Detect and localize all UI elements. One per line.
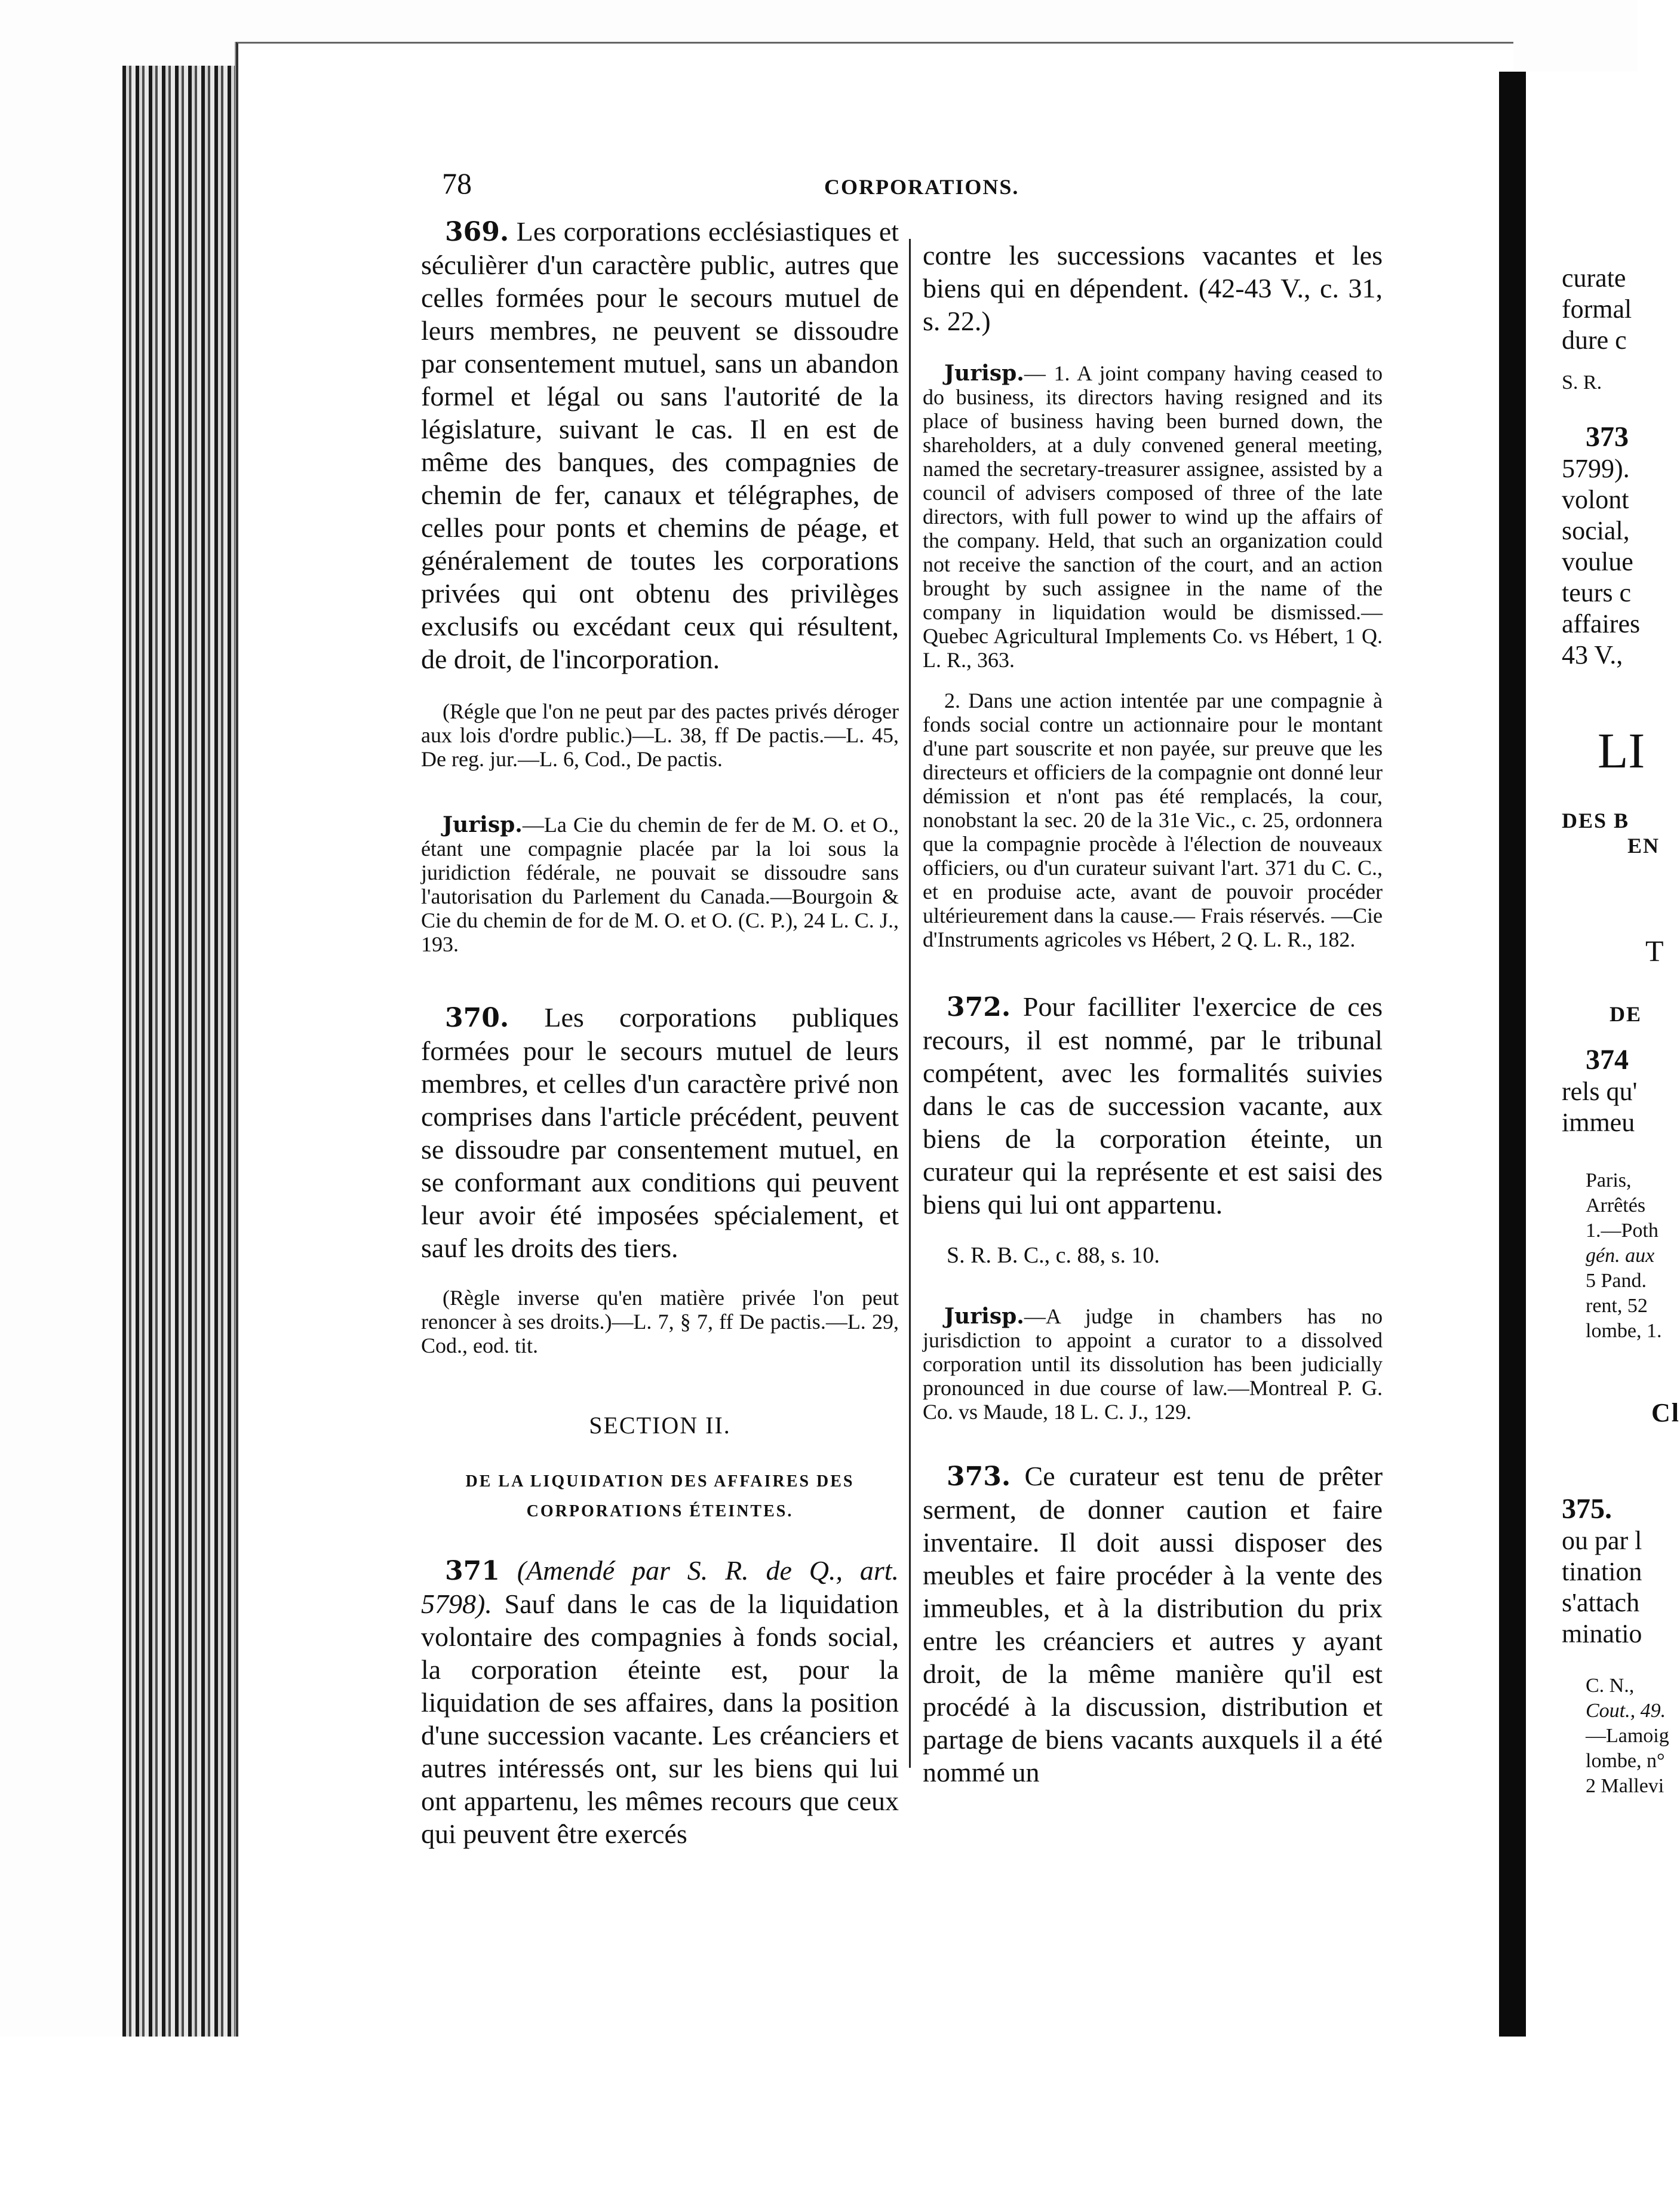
- amendment-note: (Amendé par S. R. de Q., art. 5798).: [421, 1555, 899, 1619]
- article-text: Les corporations publiques formées pour le secours mutuel de leurs membres, et celles d'un caractère privé non comprises dans l'article précédent, peuvent se dissoudre par consentement mutuel, en se conformant aux conditions qui peuvent leur avoir été imposées spécialement, et sauf les droits des tiers.: [421, 1002, 899, 1263]
- fragment-small: 5 Pand.: [1586, 1270, 1647, 1292]
- fragment-small: lombe, 1.: [1586, 1320, 1662, 1342]
- fragment-number: 374: [1586, 1044, 1629, 1076]
- running-title: CORPORATIONS.: [824, 175, 1019, 199]
- fragment-caps: DE: [1610, 1002, 1642, 1026]
- fragment-small: rent, 52: [1586, 1295, 1648, 1317]
- fragment-line: 5799).: [1562, 454, 1630, 483]
- jurisp-keyword: Jurisp.: [443, 812, 523, 837]
- next-page-fragment: [1526, 72, 1680, 2060]
- right-column: [923, 239, 1383, 1789]
- fragment-mark: T: [1645, 934, 1664, 968]
- fragment-small: Paris,: [1586, 1169, 1632, 1191]
- book-page-edges: [122, 66, 239, 2054]
- jurisp-371-2: 2. Dans une action intentée par une compagnie à fonds social contre un actionnaire pour le montant d'une part souscrite et non payée, sur preuve que les directeurs et officiers de la compagnie ont donné leur démission et n'ont pas été remplacés, la cour, nonobstant la sec. 20 de la 31e Vic., c. 25, ordonnera que la compagnie procède à l'élection de nouveaux officiers, ou d'un curateur suivant l'art. 371 du C. C., et en produise acte, avant de pouvoir procéder ultérieurement dans la cause.— Frais réservés. —Cie d'Instruments agricoles vs Hébert, 2 Q. L. R., 182.: [923, 689, 1383, 951]
- fragment-line: dure c: [1562, 325, 1627, 355]
- fragment-line: 43 V.,: [1562, 640, 1623, 669]
- fragment-article-number: [1562, 1045, 1680, 1076]
- article-369: [421, 215, 899, 675]
- article-number: 369.: [445, 217, 509, 247]
- fragment-line: affaires: [1562, 609, 1641, 638]
- fragment-line: tination: [1562, 1557, 1642, 1586]
- article-text: Pour facilliter l'exercice de ces recours, il est nommé, par le tribunal compétent, avec les formalités suivies dans le cas de succession vacante, aux biens de la corporation éteinte, un curateur qui la représente et est saisi des biens qui lui ont appartenu.: [923, 991, 1383, 1220]
- fragment-line: voulue: [1562, 547, 1633, 576]
- fragment-caps: EN: [1627, 834, 1660, 858]
- article-number: 371: [445, 1556, 500, 1586]
- fragment-line: formal: [1562, 294, 1632, 324]
- article-372: [923, 990, 1383, 1221]
- fragment-small: C. N.,: [1586, 1675, 1635, 1697]
- article-text: Ce curateur est tenu de prêter serment, de donner caution et faire inventaire. Il doit aussi disposer des meubles et faire procéder à la vente des immeubles, et à la distribution du prix entre les créanciers et autres y ayant droit, de la même manière qu'il est procédé à la discussion, distribution et partage de biens vacants auxquels il a été nommé un: [923, 1461, 1383, 1787]
- fragment-line: immeu: [1562, 1108, 1635, 1137]
- article-371: [421, 1554, 899, 1850]
- fragment-small: 1.—Poth: [1586, 1220, 1658, 1242]
- jurisp-keyword: Jurisp.: [944, 361, 1024, 386]
- jurisp-text: —La Cie du chemin de fer de M. O. et O., étant une compagnie placée par la loi sous la juridiction fédérale, ne pouvait se dissoudre sans l'autorisation du Parlement du Canada.—Bourgoin & Cie du chemin de for de M. O. et O. (C. P.), 24 L. C. J., 193.: [421, 813, 899, 956]
- section-subtitle: CORPORATIONS ÉTEINTES.: [526, 1502, 794, 1521]
- article-text: Sauf dans le cas de la liquidation volontaire des compagnies à fonds social, la corporation éteinte est, pour la liquidation de ses affaires, dans la position d'une succession vacante. Les créanciers et autres intéressés ont, sur les biens qui lui ont appartenu, les mêmes recours que ceux qui peuvent être exercés: [421, 1589, 899, 1849]
- section-subtitle: DE LA LIQUIDATION DES AFFAIRES DES: [465, 1472, 855, 1491]
- jurisp-text: —A judge in chambers has no jurisdiction to appoint a curator to a dissolved corporation until its dissolution has been judicially pronounced in due course of law.—Montreal P. G. Co. vs Maude, 18 L. C. J., 129.: [923, 1304, 1383, 1424]
- article-371-continued: contre les successions vacantes et les biens qui en dépendent. (42-43 V., c. 31, s. 22.): [923, 240, 1383, 336]
- fragment-heading: LI: [1598, 723, 1645, 779]
- fragment-caps: Cl: [1651, 1398, 1680, 1427]
- fragment-small: Arrêtés: [1586, 1194, 1646, 1217]
- article-373: [923, 1460, 1383, 1789]
- article-number: 370.: [445, 1003, 509, 1033]
- fragment-small: lombe, n°: [1586, 1750, 1665, 1772]
- book-gutter: [1499, 72, 1526, 2060]
- column-divider: [909, 239, 911, 1768]
- fragment-small: gén. aux: [1586, 1245, 1655, 1267]
- fragment-line: rels qu': [1562, 1077, 1638, 1106]
- fragment-line: curate: [1562, 263, 1626, 293]
- article-text: Les corporations ecclésiastiques et séculièrer d'un caractère public, autres que celles formées pour le secours mutuel de leurs membres, ne peuvent se dissoudre par consentement mutuel, sans un abandon formel et légal ou sans l'autorité de la législature, suivant le cas. Il en est de même des banques, des compagnies de chemin de fer, canaux et télégraphes, de celles pour ponts et chemins de péage, et généralement de toutes les corporations privées qui ont obtenu des privilèges exclusifs ou excédant ceux qui résultent, de droit, de l'incorporation.: [421, 216, 899, 674]
- fragment-article-number: [1562, 422, 1680, 453]
- jurisp-372: [923, 1304, 1383, 1424]
- fragment-line: s'attach: [1562, 1588, 1640, 1617]
- fragment-article-number: [1562, 1494, 1680, 1525]
- page-header: [442, 166, 1374, 220]
- fragment-small: 2 Mallevi: [1586, 1775, 1664, 1797]
- scan-margin-bottom: [0, 2037, 1638, 2193]
- jurisp-369: [421, 813, 899, 956]
- fragment-line: teurs c: [1562, 578, 1632, 607]
- jurisp-keyword: Jurisp.: [944, 1304, 1024, 1329]
- fragment-line: volont: [1562, 485, 1629, 514]
- jurisp-371-1: [923, 361, 1383, 672]
- article-370: [421, 1001, 899, 1264]
- article-number: 373.: [947, 1461, 1011, 1492]
- page-number: 78: [442, 167, 472, 200]
- fragment-number: 375.: [1562, 1493, 1612, 1525]
- note-370: (Règle inverse qu'en matière privée l'on peut renoncer à ses droits.)—L. 7, § 7, ff De pactis.—L. 29, Cod., eod. tit.: [421, 1286, 899, 1357]
- fragment-caps: DES B: [1562, 809, 1630, 833]
- article-number: 372.: [947, 992, 1011, 1022]
- fragment-small: Cout., 49.: [1586, 1700, 1666, 1722]
- fragment-line: ou par l: [1562, 1526, 1642, 1555]
- citation-372: S. R. B. C., c. 88, s. 10.: [947, 1243, 1160, 1268]
- fragment-citation: S. R.: [1562, 371, 1602, 394]
- fragment-line: social,: [1562, 516, 1630, 545]
- note-369: (Régle que l'on ne peut par des pactes privés déroger aux lois d'ordre public.)—L. 38, ff De pactis.—L. 45, De reg. jur.—L. 6, Cod., De pactis.: [421, 699, 899, 771]
- section-title: SECTION II.: [589, 1412, 731, 1439]
- fragment-small: —Lamoig: [1586, 1725, 1669, 1747]
- left-column: [421, 215, 899, 1850]
- fragment-line: minatio: [1562, 1619, 1642, 1648]
- fragment-number: 373: [1586, 421, 1629, 453]
- jurisp-text: — 1. A joint company having ceased to do business, its directors having resigned and its place of business having been burned down, the shareholders, at a duly convened general meeting, named the secretary-treasurer assignee, assisted by a council of advisers composed of three of the late directors, with full power to wind up the affairs of the company. Held, that such an organization could not receive the sanction of the court, and an action brought by such assignee in the name of the company in liquidation would be dismissed.—Quebec Agricultural Implements Co. vs Hébert, 1 Q. L. R., 363.: [923, 361, 1383, 672]
